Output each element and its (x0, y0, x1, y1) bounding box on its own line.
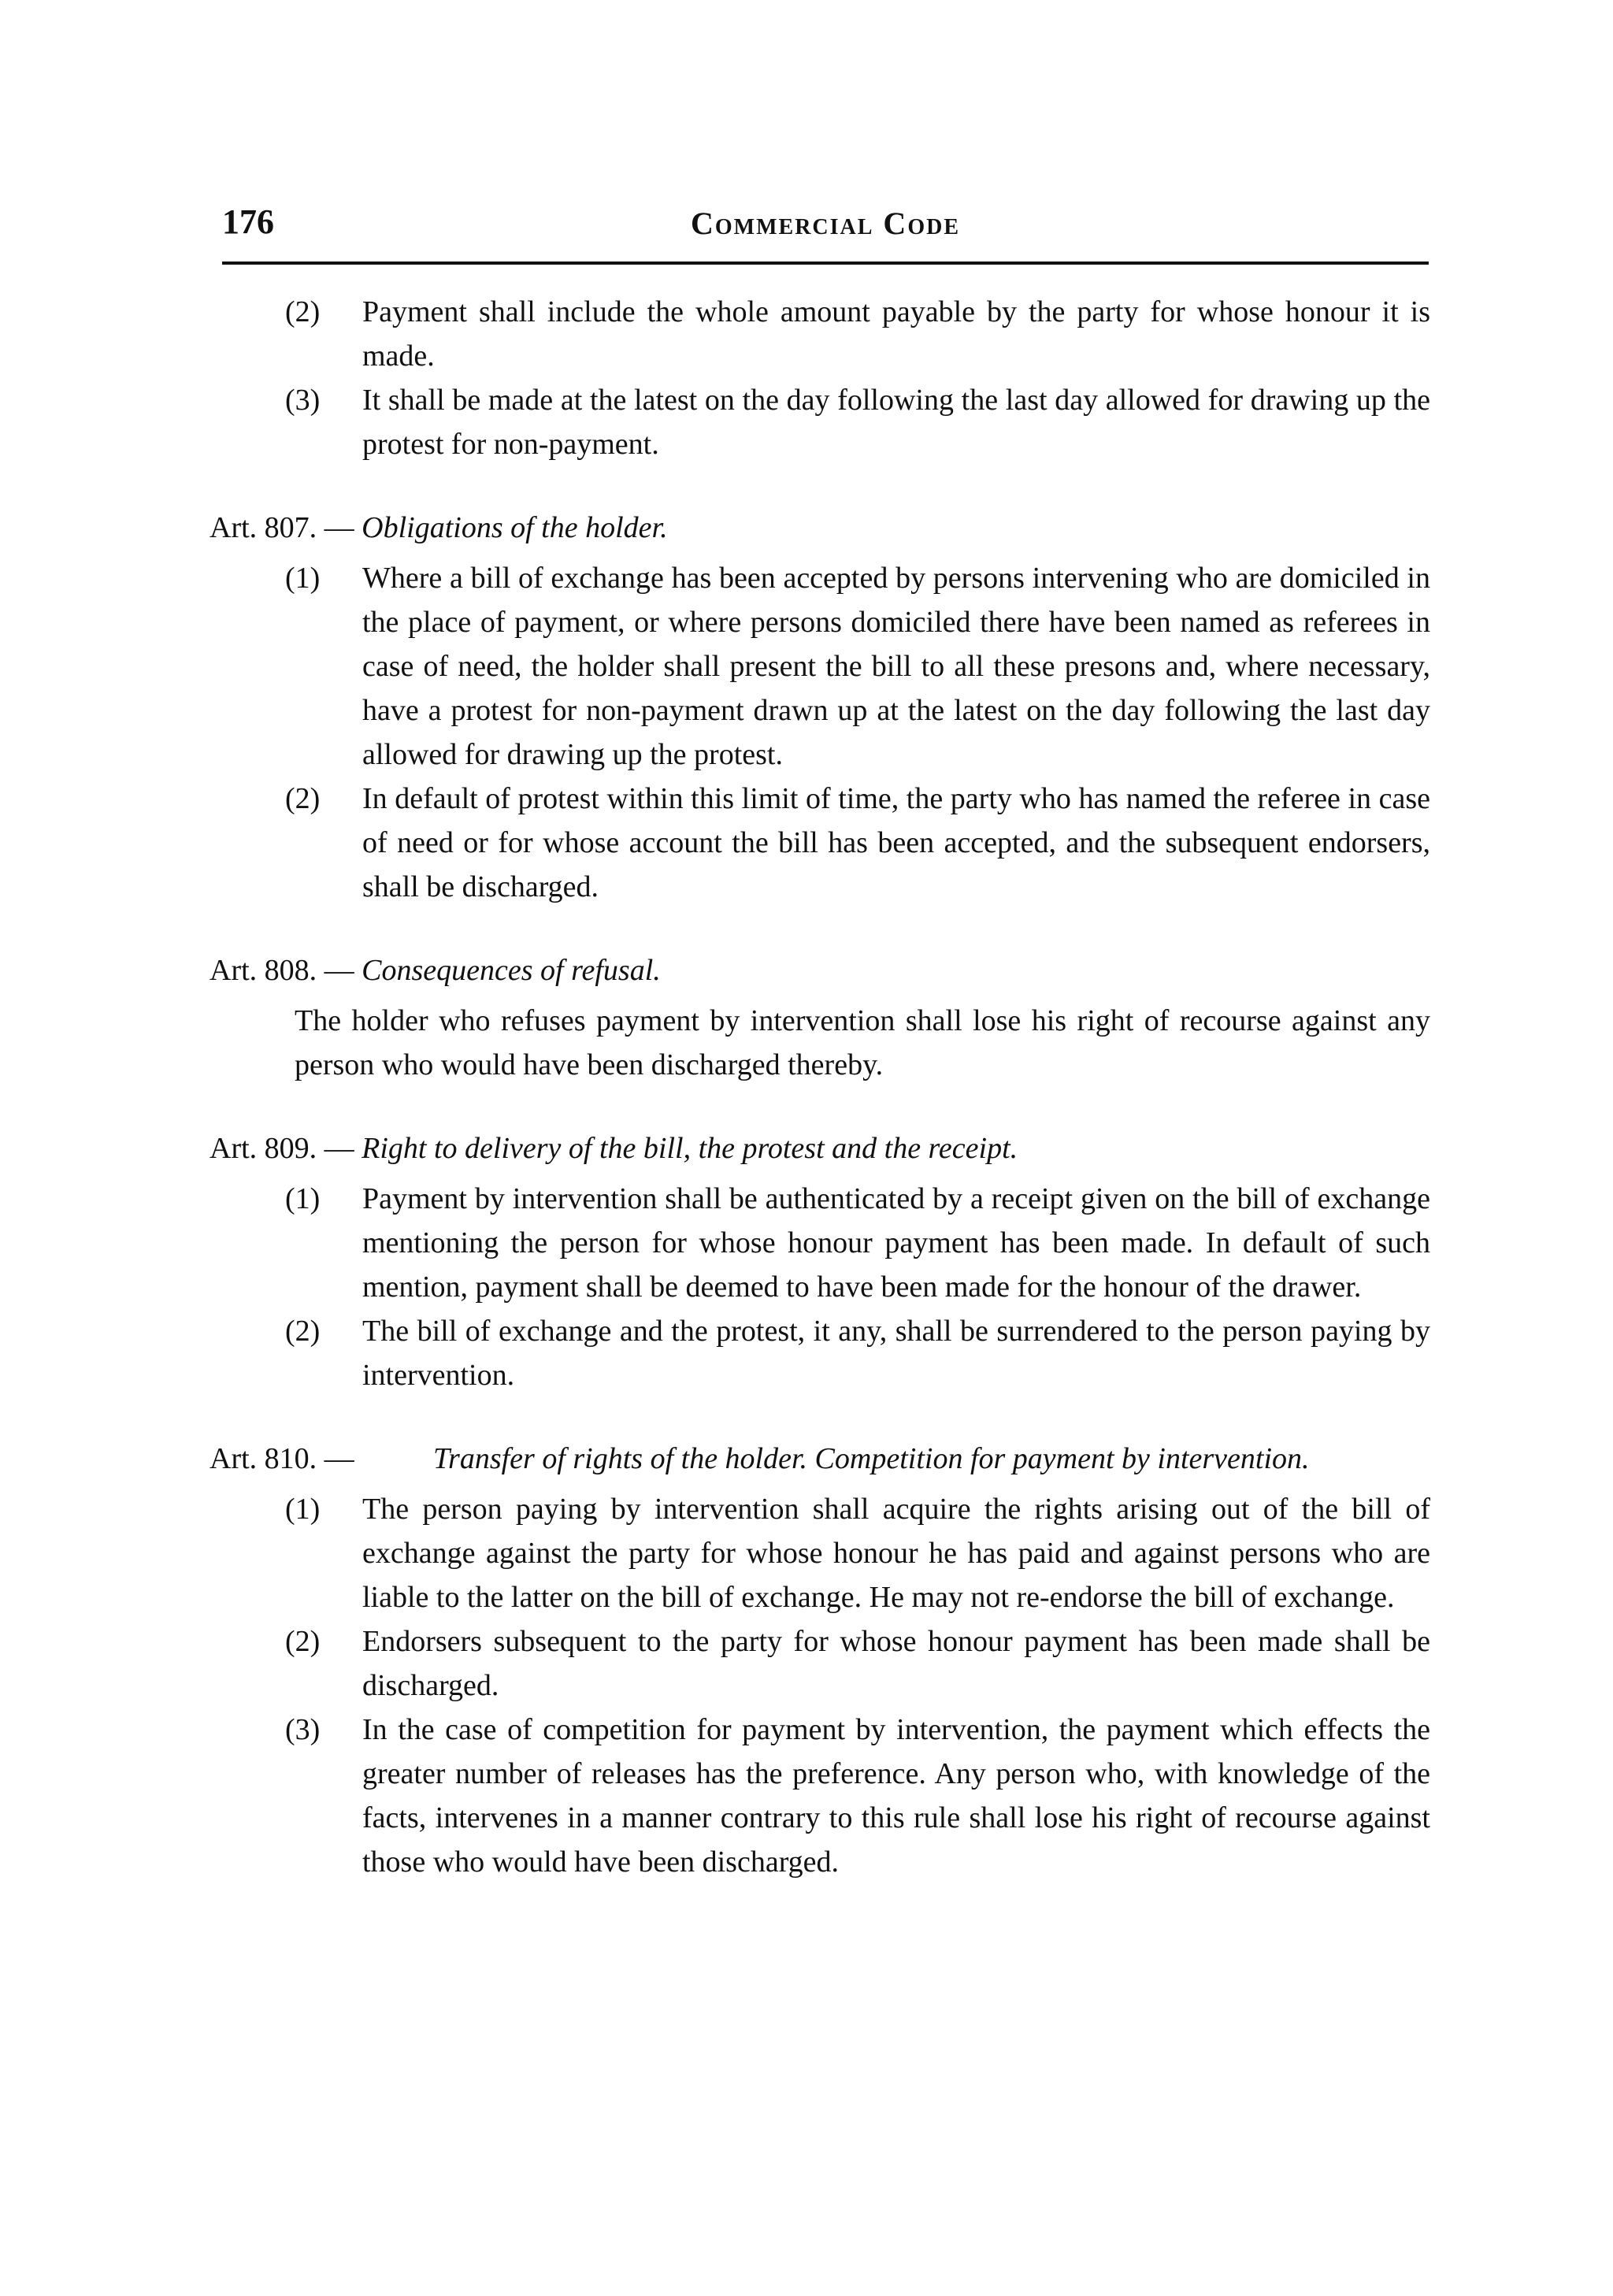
paragraph-text: Endorsers subsequent to the party for whose honour payment has been made shall be discharged. (362, 1625, 1430, 1702)
article-title: Transfer of rights of the holder. Competition for payment by intervention. (433, 1442, 1310, 1475)
article-number: Art. 809. — (210, 1132, 354, 1165)
paragraph-number: (1) (285, 1182, 321, 1215)
paragraph-number: (2) (285, 1625, 321, 1658)
paragraph (210, 1309, 1430, 1397)
paragraph-number: (1) (285, 562, 321, 595)
paragraph (210, 1177, 1430, 1309)
paragraph-number: (2) (285, 1315, 321, 1348)
page-body (210, 290, 1430, 1884)
paragraph-number: (1) (285, 1493, 321, 1526)
article-text: The holder who refuses payment by intervention shall lose his right of recourse against any person who would have been discharged thereby. (295, 1004, 1430, 1081)
article-heading-810 (210, 1437, 1430, 1481)
paragraph-number: (2) (285, 295, 321, 328)
paragraph-text: The bill of exchange and the protest, it any, shall be surrendered to the person paying by intervention. (362, 1315, 1430, 1392)
paragraph-number: (2) (285, 782, 321, 815)
running-title: Commercial Code (691, 206, 960, 241)
paragraph-number: (3) (285, 1713, 321, 1746)
paragraph-text: Where a bill of exchange has been accepted by persons intervening who are domiciled in the place of payment, or where persons domiciled there have been named as referees in case of need, the holder shall present the bill to all these presons and, where necessary, have a protest for non-payment drawn up at the latest on the day following the last day allowed for drawing up the protest. (362, 562, 1430, 771)
page-header (222, 197, 1429, 257)
article-heading-807 (210, 506, 1430, 550)
paragraph-text: Payment by intervention shall be authenticated by a receipt given on the bill of exchange mentioning the person for whose honour payment has been made. In default of such mention, payment shall be deemed to have been made for the honour of the drawer. (362, 1182, 1430, 1304)
paragraph-text: In default of protest within this limit of time, the party who has named the referee in case of need or for whose account the bill has been accepted, and the subsequent endorsers, shall be discharged. (362, 782, 1430, 903)
article-heading-808 (210, 948, 1430, 992)
article-heading-809 (210, 1126, 1430, 1170)
paragraph (210, 378, 1430, 466)
paragraph-text: Payment shall include the whole amount payable by the party for whose honour it is made. (362, 295, 1430, 373)
header-rule (222, 261, 1429, 265)
paragraph-text: In the case of competition for payment by intervention, the payment which effects the greater number of releases has the preference. Any person who, with knowledge of the facts, intervenes in a manner contrary to this rule shall lose his right of recourse against those who would have been discharged. (362, 1713, 1430, 1879)
paragraph (210, 1619, 1430, 1708)
paragraph (210, 1708, 1430, 1884)
paragraph (210, 1487, 1430, 1619)
paragraph-text: The person paying by intervention shall acquire the rights arising out of the bill of exchange against the party for whose honour he has paid and against persons who are liable to the latter on the bill of exchange. He may not re-endorse the bill of exchange. (362, 1493, 1430, 1614)
paragraph (210, 556, 1430, 777)
article-number: Art. 810. — (210, 1442, 354, 1475)
paragraph (210, 290, 1430, 378)
paragraph-text: It shall be made at the latest on the day following the last day allowed for drawing up the protest for non-payment. (362, 384, 1430, 461)
paragraph (210, 777, 1430, 909)
article-title: Consequences of refusal. (362, 954, 661, 987)
article-number: Art. 807. — (210, 511, 354, 544)
article-number: Art. 808. — (210, 954, 354, 987)
article-title: Right to delivery of the bill, the protest and the receipt. (362, 1132, 1018, 1165)
page-number: 176 (222, 202, 274, 241)
article-title: Obligations of the holder. (362, 511, 668, 544)
paragraph-number: (3) (285, 384, 321, 417)
